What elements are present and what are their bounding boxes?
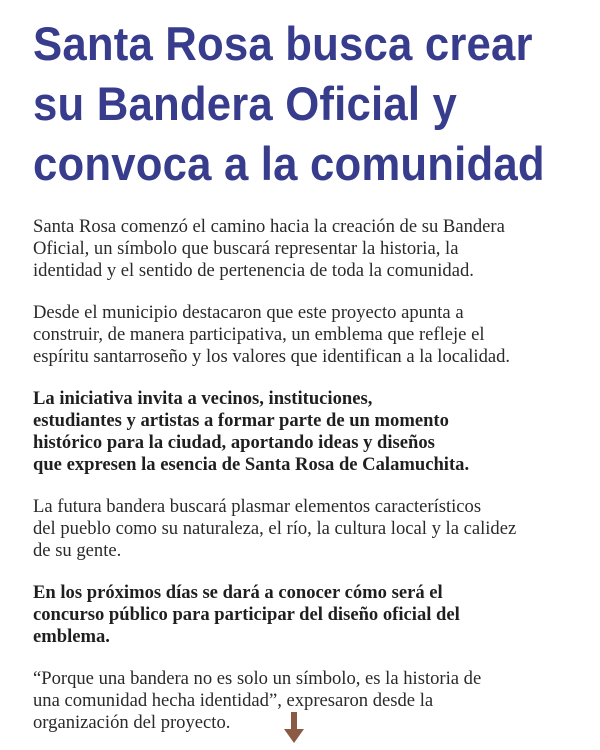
paragraph-line: estudiantes y artistas a formar parte de un momento	[33, 410, 449, 431]
arrow-down-icon	[283, 712, 305, 744]
paragraph-line: Oficial, un símbolo que buscará representar la historia, la	[33, 238, 459, 259]
paragraph-line: organización del proyecto.	[33, 712, 231, 733]
paragraph-municipio	[33, 302, 566, 368]
paragraph-line: histórico para la ciudad, aportando ideas y diseños	[33, 432, 435, 453]
headline	[33, 14, 582, 194]
paragraph-intro	[33, 216, 566, 282]
paragraph-line: que expresen la esencia de Santa Rosa de Calamuchita.	[33, 454, 470, 475]
paragraph-line: Santa Rosa comenzó el camino hacia la creación de su Bandera	[33, 216, 505, 237]
paragraph-line: Desde el municipio destacaron que este proyecto apunta a	[33, 302, 464, 323]
paragraph-line: emblema.	[33, 626, 110, 647]
headline-line: convoca a la comunidad	[33, 137, 545, 190]
paragraph-invitation	[33, 388, 566, 476]
paragraph-contest	[33, 582, 566, 648]
paragraph-line: del pueblo como su naturaleza, el río, la cultura local y la calidez	[33, 518, 517, 539]
paragraph-elements	[33, 496, 566, 562]
headline-line: Santa Rosa busca crear	[33, 17, 533, 70]
paragraph-line: En los próximos días se dará a conocer cómo será el	[33, 582, 443, 603]
paragraph-line: La futura bandera buscará plasmar elementos característicos	[33, 496, 482, 517]
paragraph-line: La iniciativa invita a vecinos, instituciones,	[33, 388, 373, 409]
headline-line: su Bandera Oficial y	[33, 77, 457, 130]
paragraph-line: una comunidad hecha identidad”, expresaron desde la	[33, 690, 434, 711]
paragraph-line: construir, de manera participativa, un emblema que refleje el	[33, 324, 485, 345]
paragraph-line: concurso público para participar del diseño oficial del	[33, 604, 460, 625]
paragraph-line: “Porque una bandera no es solo un símbolo, es la historia de	[33, 668, 482, 689]
paragraph-line: espíritu santarroseño y los valores que identifican a la localidad.	[33, 346, 511, 367]
paragraph-line: identidad y el sentido de pertenencia de toda la comunidad.	[33, 260, 474, 281]
paragraph-line: de su gente.	[33, 540, 122, 561]
